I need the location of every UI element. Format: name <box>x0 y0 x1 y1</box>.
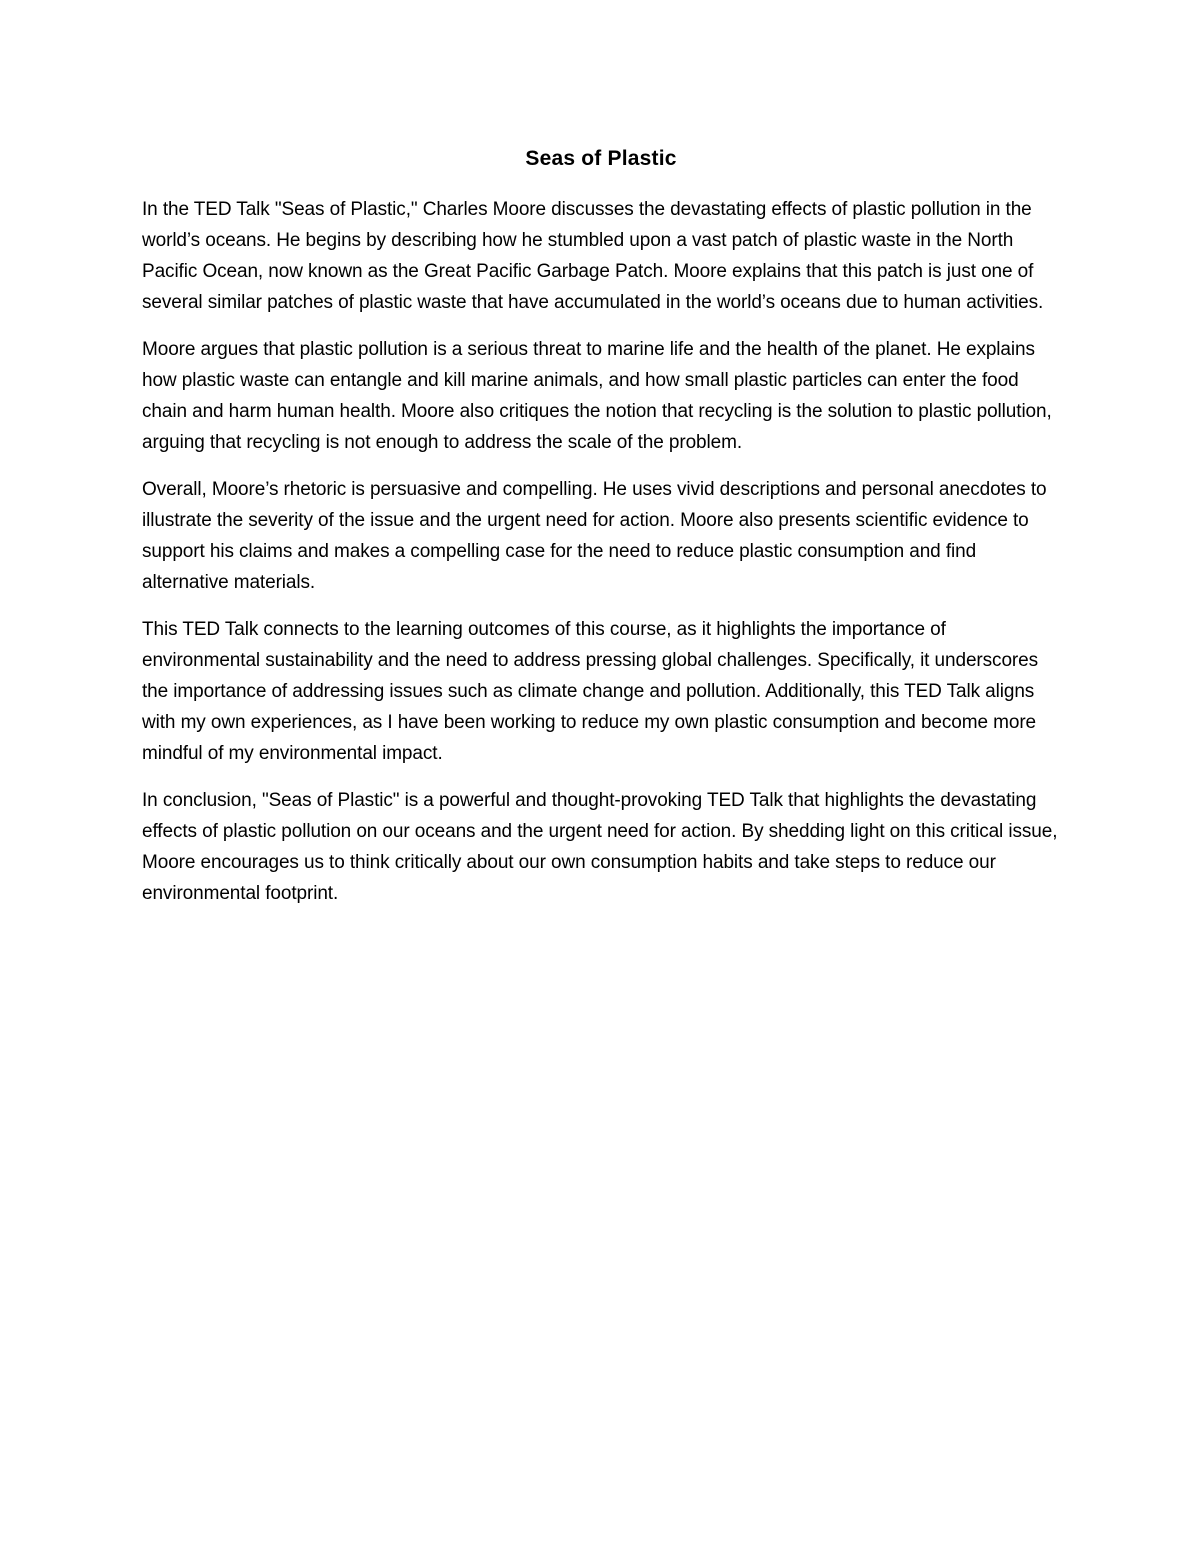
paragraph-4: This TED Talk connects to the learning outcomes of this course, as it highlights the importance of environmental sustainability and the need to address pressing global challenges. Specifically, it underscores the importance of addressing issues such as climate change and pollution. Additionally, this TED Talk aligns with my own experiences, as I have been working to reduce my own plastic consumption and become more mindful of my environmental impact. <box>142 619 1038 764</box>
document-body <box>142 142 1060 925</box>
document-title: Seas of Plastic <box>525 147 677 170</box>
paragraph-5: In conclusion, "Seas of Plastic" is a powerful and thought-provoking TED Talk that highlights the devastating effects of plastic pollution on our oceans and the urgent need for action. By shedding light on this critical issue, Moore encourages us to think critically about our own consumption habits and take steps to reduce our environmental footprint. <box>142 790 1058 904</box>
paragraph-2: Moore argues that plastic pollution is a serious threat to marine life and the health of the planet. He explains how plastic waste can entangle and kill marine animals, and how small plastic particles can enter the food chain and harm human health. Moore also critiques the notion that recycling is the solution to plastic pollution, arguing that recycling is not enough to address the scale of the problem. <box>142 339 1052 453</box>
paragraph-1: In the TED Talk "Seas of Plastic," Charles Moore discusses the devastating effects of plastic pollution in the world’s oceans. He begins by describing how he stumbled upon a vast patch of plastic waste in the North Pacific Ocean, now known as the Great Pacific Garbage Patch. Moore explains that this patch is just one of several similar patches of plastic waste that have accumulated in the world’s oceans due to human activities. <box>142 199 1044 313</box>
paragraph-3: Overall, Moore’s rhetoric is persuasive and compelling. He uses vivid descriptions and personal anecdotes to illustrate the severity of the issue and the urgent need for action. Moore also presents scientific evidence to support his claims and makes a compelling case for the need to reduce plastic consumption and find alternative materials. <box>142 479 1047 593</box>
